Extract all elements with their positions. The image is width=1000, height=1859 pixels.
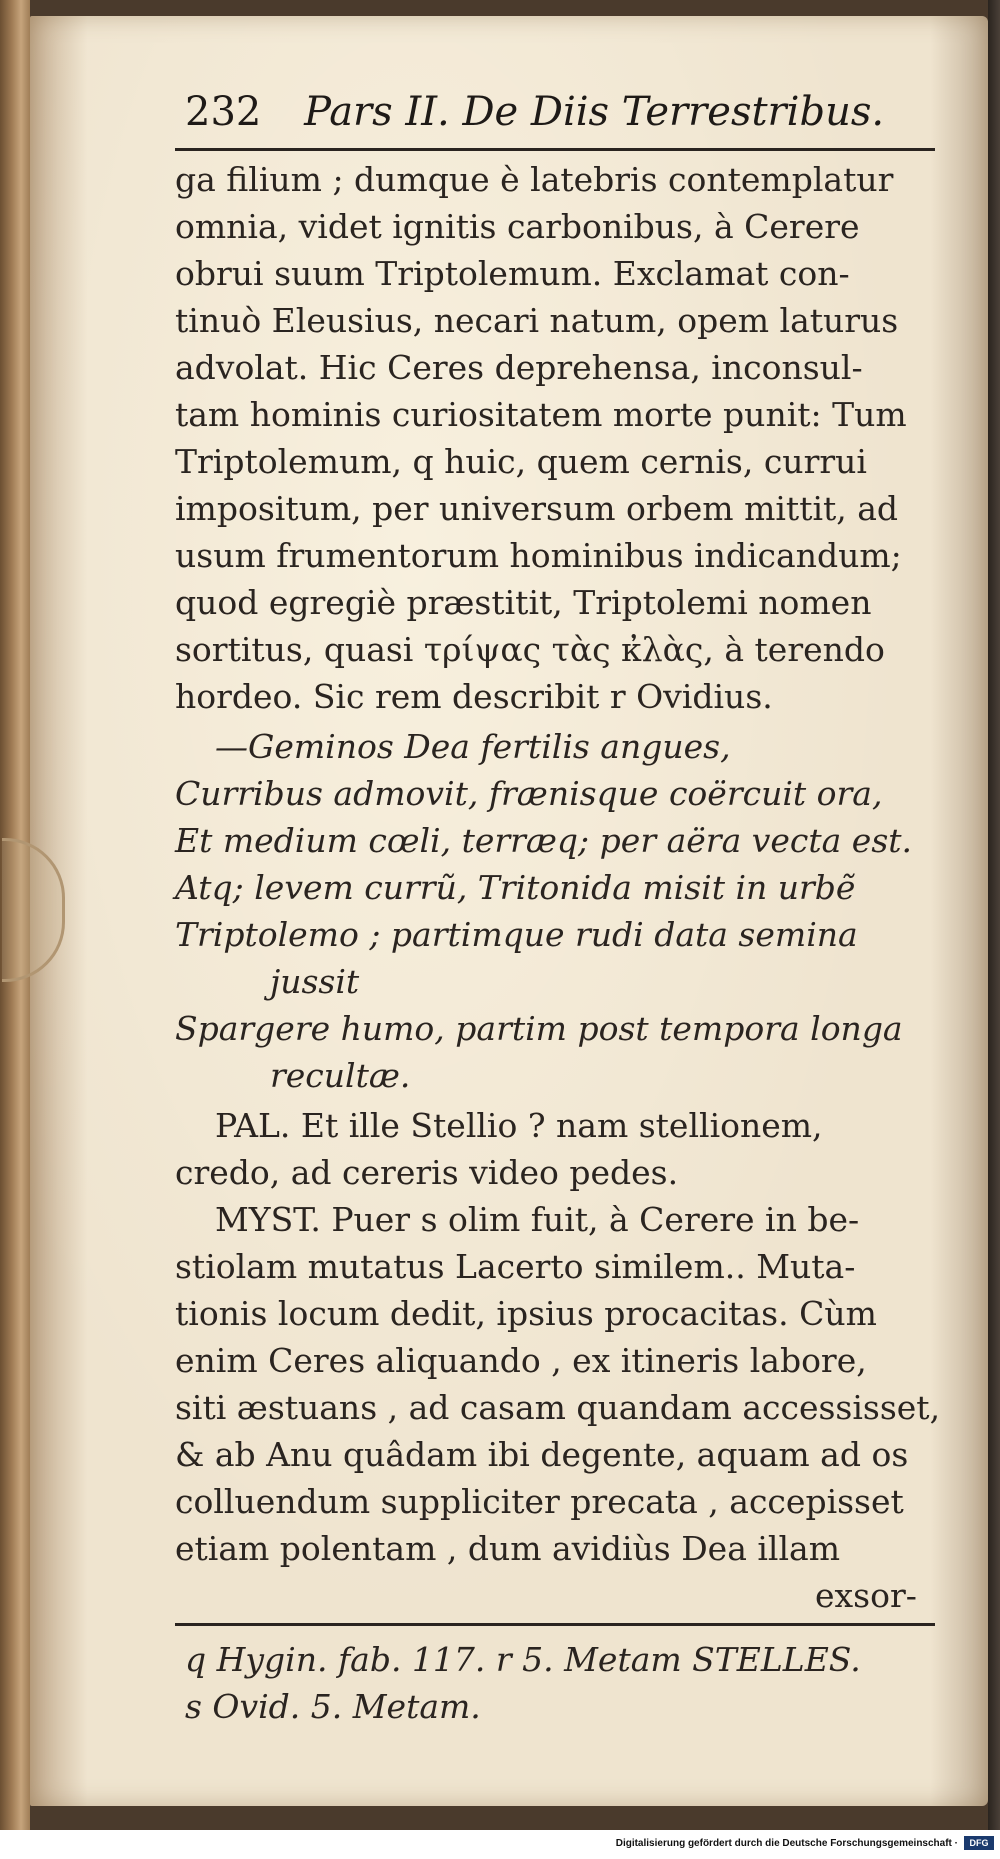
- body-line: Triptolemum, q huic, quem cernis, currui: [175, 442, 867, 481]
- verse-line: Triptolemo ; partimque rudi data semina: [175, 915, 858, 954]
- dialogue-line: credo, ad cereris video pedes.: [175, 1153, 679, 1192]
- dialogue-line: colluendum suppliciter precata , accepisset: [175, 1482, 904, 1521]
- page-header: [185, 88, 945, 136]
- footnote-line: s Ovid. 5. Metam.: [185, 1687, 481, 1726]
- verse-line: —Geminos Dea fertilis angues,: [215, 727, 731, 766]
- running-head: Pars II. De Diis Terrestribus.: [304, 89, 885, 135]
- dialogue-line: siti æstuans , ad casam quandam accessisset,: [175, 1388, 941, 1427]
- verse-line: Curribus admovit, frænisque coërcuit ora,: [175, 774, 883, 813]
- footnote-rule: [175, 1623, 935, 1626]
- body-line: impositum, per universum orbem mittit, ad: [175, 489, 899, 528]
- dialogue-line: PAL. Et ille Stellio ? nam stellionem,: [215, 1106, 823, 1145]
- body-line: omnia, videt ignitis carbonibus, à Cerere: [175, 207, 860, 246]
- body-line: usum frumentorum hominibus indicandum;: [175, 536, 902, 575]
- body-line: advolat. Hic Ceres deprehensa, inconsul-: [175, 348, 863, 387]
- dfg-logo: DFG: [964, 1836, 994, 1850]
- body-line: obrui suum Triptolemum. Exclamat con-: [175, 254, 850, 293]
- page-number: 232: [185, 89, 262, 135]
- catchword: exsor-: [815, 1576, 917, 1615]
- dialogue-line: tionis locum dedit, ipsius procacitas. Cùm: [175, 1294, 877, 1333]
- dialogue-line: MYST. Puer s olim fuit, à Cerere in be-: [215, 1200, 860, 1239]
- digitization-credit: Digitalisierung gefördert durch die Deutsche Forschungsgemeinschaft ·: [615, 1838, 958, 1849]
- book-edge-right: [988, 0, 1000, 1830]
- body-line: quod egregiè præstitit, Triptolemi nomen: [175, 583, 872, 622]
- verse-line: Et medium cœli, terræq; per aëra vecta est.: [175, 821, 913, 860]
- dialogue-line: & ab Anu quâdam ibi degente, aquam ad os: [175, 1435, 909, 1474]
- body-line: tam hominis curiositatem morte punit: Tum: [175, 395, 907, 434]
- verse-line: Spargere humo, partim post tempora longa: [175, 1009, 903, 1048]
- body-line: sortitus, quasi τρίψας τὰς κ̓λὰς, à terendo: [175, 630, 885, 669]
- verse-line: jussit: [270, 962, 360, 1001]
- body-line: hordeo. Sic rem describit r Ovidius.: [175, 677, 773, 716]
- dialogue-line: etiam polentam , dum avidiùs Dea illam: [175, 1529, 840, 1568]
- body-line: tinuò Eleusius, necari natum, opem laturus: [175, 301, 899, 340]
- footnote-line: q Hygin. fab. 117. r 5. Metam STELLES.: [185, 1640, 861, 1679]
- body-line: ga filium ; dumque è latebris contemplatur: [175, 160, 894, 199]
- verse-line: Atq; levem currũ, Tritonida misit in urbẽ: [175, 868, 856, 907]
- header-rule: [175, 148, 935, 151]
- dialogue-line: enim Ceres aliquando , ex itineris labore,: [175, 1341, 867, 1380]
- dialogue-line: stiolam mutatus Lacerto similem.. Muta-: [175, 1247, 856, 1286]
- verse-line: recultæ.: [270, 1056, 411, 1095]
